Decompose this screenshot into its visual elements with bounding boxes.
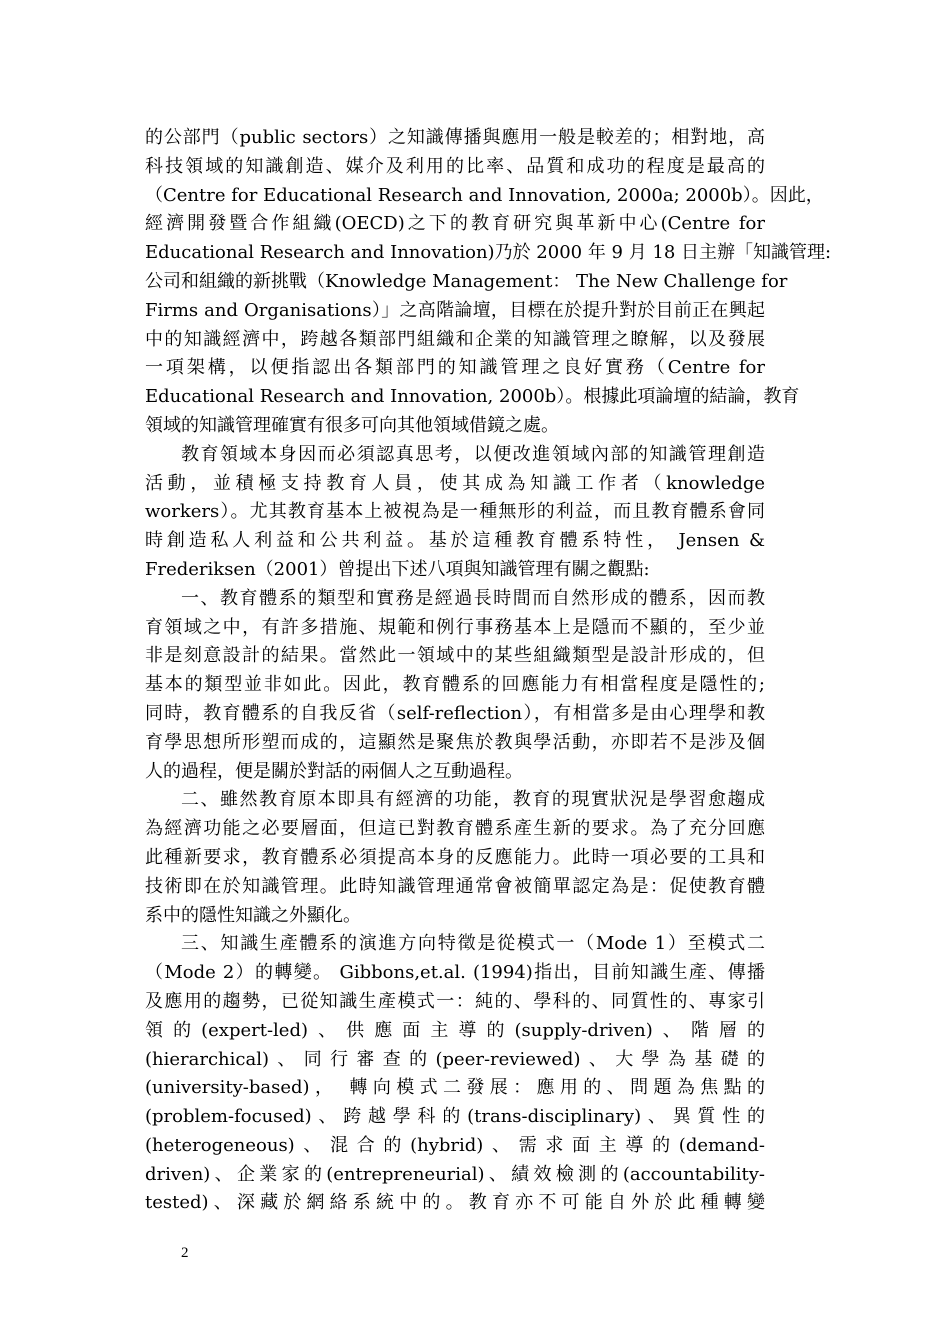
text-line: 育學思想所形塑而成的，這顯然是聚焦於教與學活動，亦即若不是涉及個 (145, 731, 765, 753)
text-line: 非是刻意設計的結果。當然此一領域中的某些組織類型是設計形成的，但 (145, 645, 765, 667)
text-line: 經濟開發暨合作組織(OECD)之下的教育研究與革新中心(Centre for (145, 213, 765, 235)
text-line: （Centre for Educational Research and Innovation, 2000a; 2000b）。因此， (145, 184, 824, 206)
text-line: Educational Research and Innovation, 2000b）。根據此項論壇的結論，教育 (145, 386, 800, 408)
text-line: 及應用的趨勢，已從知識生產模式一：純的、學科的、同質性的、專家引 (145, 990, 765, 1012)
text-line: 一項架構，以便指認出各類部門的知識管理之良好實務（Centre for (145, 357, 765, 379)
page-number: 2 (181, 1245, 189, 1261)
text-line: (problem-focused)、跨越學科的(trans-disciplinary)、異質性的 (145, 1106, 765, 1128)
text-line: 科技領域的知識創造、媒介及利用的比率、品質和成功的程度是最高的 (145, 155, 765, 177)
text-line: Frederiksen（2001）曾提出下述八項與知識管理有關之觀點: (145, 558, 650, 580)
text-line: 中的知識經濟中，跨越各類部門組織和企業的知識管理之瞭解，以及發展 (145, 328, 765, 350)
text-line: 同時，教育體系的自我反省（self-reflection），有相當多是由心理學和教 (145, 702, 765, 724)
text-line: 系中的隱性知識之外顯化。 (145, 904, 361, 926)
text-line: 三、知識生產體系的演進方向特徵是從模式一（Mode 1）至模式二 (181, 933, 765, 955)
text-line: （Mode 2）的轉變。 Gibbons,et.al. (1994)指出，目前知識生產、傳播 (145, 962, 765, 984)
text-line: 的公部門（public sectors）之知識傳播與應用一般是較差的；相對地，高 (145, 127, 765, 148)
text-line: Firms and Organisations）」之高階論壇，目標在於提升對於目前正在興起 (145, 299, 765, 321)
text-line: 人的過程，便是關於對話的兩個人之互動過程。 (145, 760, 523, 782)
text-line: 育領域之中，有許多措施、規範和例行事務基本上是隱而不顯的，至少並 (145, 616, 765, 638)
text-line: driven)、企業家的(entrepreneurial)、績效檢測的(accountability- (145, 1163, 765, 1185)
text-line: (university-based)， 轉向模式二發展：應用的、問題為焦點的 (145, 1077, 765, 1099)
text-line: 領的(expert-led)、供應面主導的(supply-driven)、階層的 (145, 1019, 765, 1041)
text-line: 時創造私人利益和公共利益。基於這種教育體系特性， Jensen & (145, 530, 765, 552)
text-line: 活動，並積極支持教育人員，使其成為知識工作者（knowledge (145, 472, 765, 494)
text-line: 公司和組織的新挑戰（Knowledge Management： The New Challenge for (145, 270, 788, 292)
text-line: 技術即在於知識管理。此時知識管理通常會被簡單認定為是：促使教育體 (145, 875, 765, 897)
text-line: Educational Research and Innovation)乃於 2000 年 9 月 18 日主辦「知識管理: (145, 242, 832, 264)
text-line: 一、教育體系的類型和實務是經過長時間而自然形成的體系，因而教 (181, 587, 765, 609)
text-line: 領域的知識管理確實有很多可向其他領域借鏡之處。 (145, 414, 559, 436)
text-line: 基本的類型並非如此。因此，教育體系的回應能力有相當程度是隱性的; (145, 674, 765, 696)
text-line: workers）。尤其教育基本上被視為是一種無形的利益，而且教育體系會同 (145, 501, 765, 523)
text-line: 此種新要求，教育體系必須提高本身的反應能力。此時一項必要的工具和 (145, 846, 765, 868)
text-line: 二、雖然教育原本即具有經濟的功能，教育的現實狀況是學習愈趨成 (181, 789, 765, 811)
text-line: 為經濟功能之必要層面，但這已對教育體系產生新的要求。為了充分回應 (145, 818, 765, 840)
text-line: (hierarchical)、同行審查的(peer-reviewed)、大學為基礎的 (145, 1048, 765, 1070)
text-line: (heterogeneous)、混合的(hybrid)、需求面主導的(demand- (145, 1134, 765, 1156)
text-line: 教育領域本身因而必須認真思考，以便改進領域內部的知識管理創造 (181, 443, 765, 465)
text-line: tested)、深藏於網絡系統中的。教育亦不可能自外於此種轉變 (145, 1192, 765, 1214)
body-text (145, 124, 832, 1218)
